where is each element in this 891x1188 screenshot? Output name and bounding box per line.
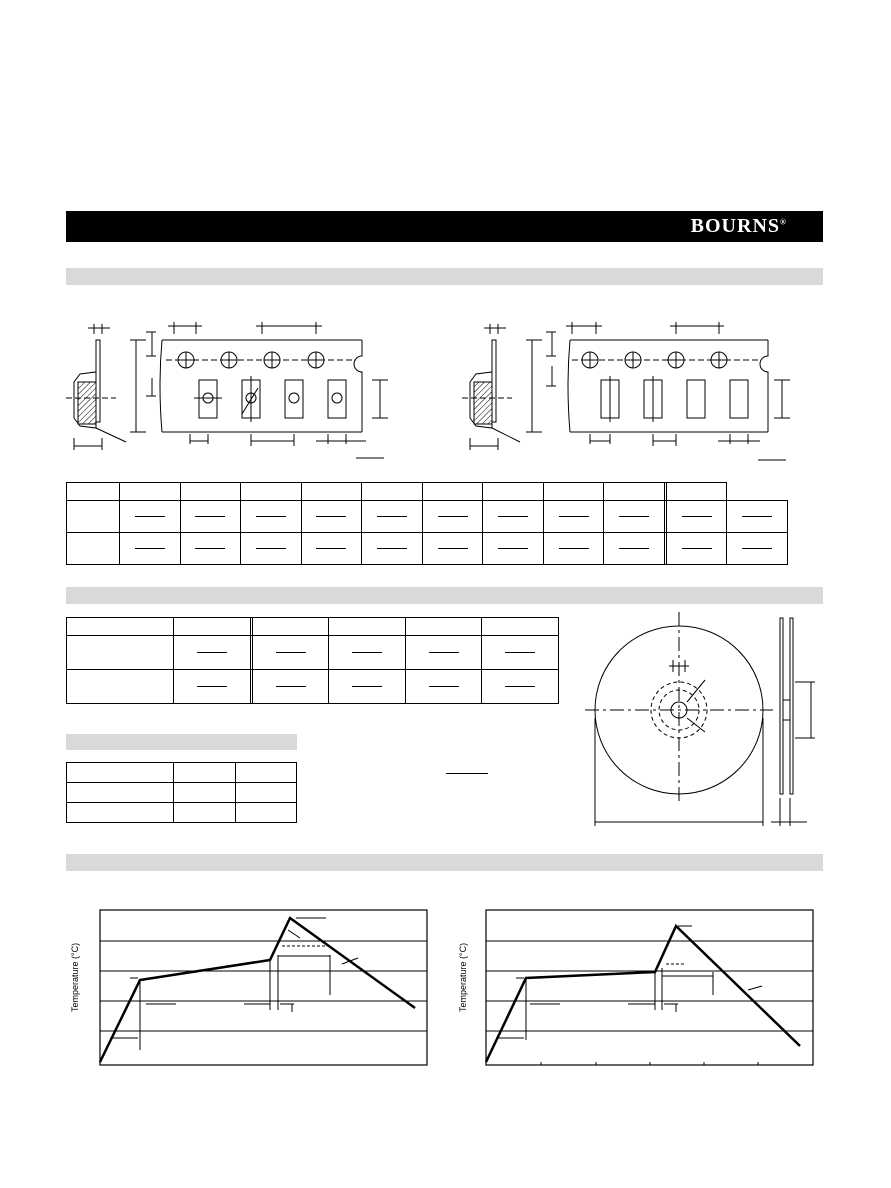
note-rule [446,773,488,774]
bourns-logo [691,215,787,238]
tape-drawing-left [66,310,396,470]
header-banner [66,211,823,242]
reflow-chart-left [60,900,432,1072]
tape-drawing-right [460,310,800,470]
reel-drawing [585,608,815,830]
y-axis-label: Temperature (°C) [458,942,468,1012]
reel-dimension-table [66,617,559,704]
section-band-packaging [66,734,297,750]
reflow-chart-right [448,900,820,1072]
section-band-tape [66,268,823,285]
y-axis-label: Temperature (°C) [70,942,80,1012]
registered-mark: ® [780,217,787,227]
logo-text: BOURNS [690,215,781,237]
packaging-quantity-table [66,762,297,823]
section-band-profile [66,854,823,871]
tape-dimension-table [66,482,788,565]
section-band-reel [66,587,823,604]
